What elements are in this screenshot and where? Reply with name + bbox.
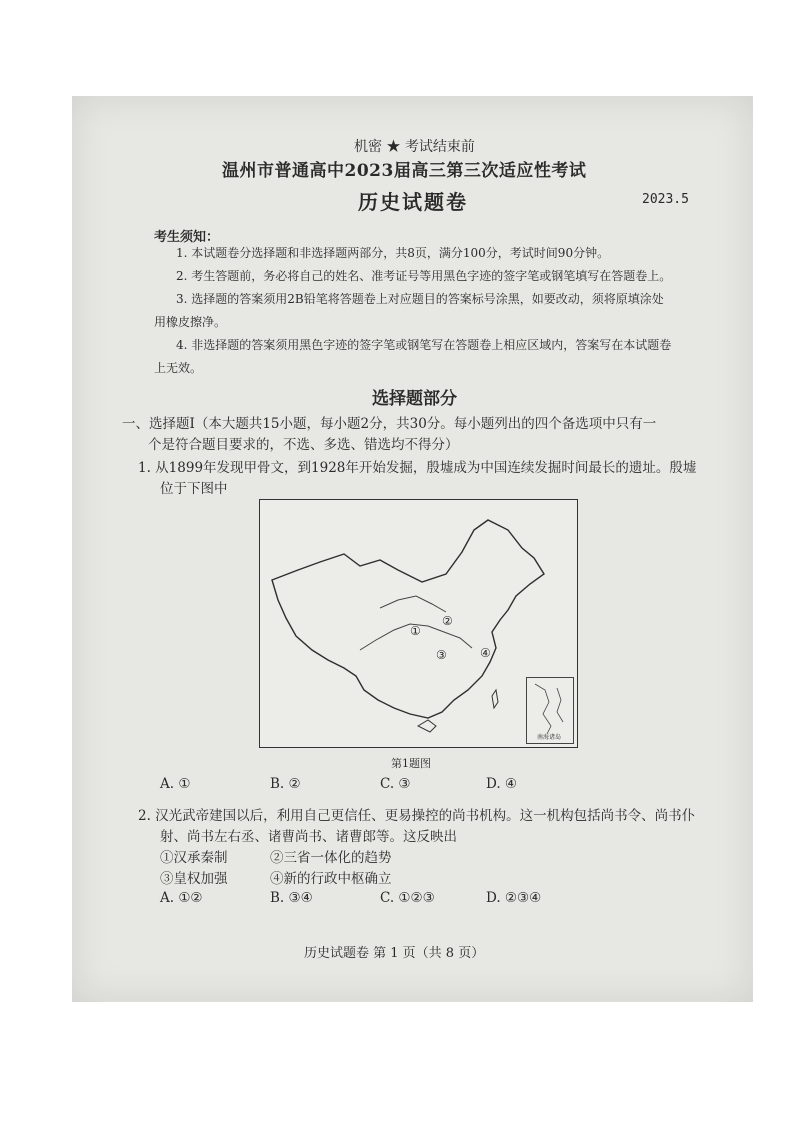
q1-stem-line1: 1. 从1899年发现甲骨文，到1928年开始发掘，殷墟成为中国连续发掘时间最长的遗址。殷墟 [138,460,697,476]
q1-option-d: D. ④ [486,776,518,792]
exam-date: 2023.5 [642,192,689,207]
q1-option-a: A. ① [160,776,191,792]
notice-item-4: 4. 非选择题的答案须用黑色字迹的签字笔或钢笔写在答题卷上相应区域内，答案写在本试题卷 [176,338,672,352]
section-title: 选择题部分 [372,389,457,409]
q2-option-a: A. ①② [160,890,203,906]
map-marker-4: ④ [480,646,491,660]
q2-statement-2: ②三省一体化的趋势 [270,850,392,866]
q2-stem-line1: 2. 汉光武帝建国以后，利用自己更信任、更易操控的尚书机构。这一机构包括尚书令、尚书仆 [138,808,696,824]
china-map [259,499,578,748]
notice-item-1: 1. 本试题卷分选择题和非选择题两部分，共8页，满分100分，考试时间90分钟。 [176,246,610,260]
part-instruction-line2: 个是符合题目要求的，不选、多选、错选均不得分） [148,437,459,453]
notice-item-3-cont: 用橡皮擦净。 [154,315,227,329]
q1-option-c: C. ③ [380,776,411,792]
q2-statement-3: ③皇权加强 [160,871,228,887]
confidential-label: 机密 ★ 考试结束前 [354,139,475,155]
exam-title: 温州市普通高中2023届高三第三次适应性考试 [222,161,587,181]
part-instruction-line1: 一、选择题Ⅰ（本大题共15小题，每小题2分，共30分。每小题列出的四个备选项中只有一 [122,416,657,432]
map-marker-3: ③ [436,648,447,662]
notice-item-4-cont: 上无效。 [154,361,203,375]
map-marker-1: ① [410,624,421,638]
q2-option-b: B. ③④ [270,890,313,906]
notice-item-3: 3. 选择题的答案须用2B铅笔将答题卷上对应题目的答案标号涂黑，如要改动，须将原填涂处 [176,292,664,306]
figure-caption: 第1题图 [391,757,431,770]
q1-stem-line2: 位于下图中 [160,481,228,497]
q2-option-d: D. ②③④ [486,890,542,906]
exam-page [72,96,753,1002]
map-marker-2: ② [442,614,453,628]
notice-item-2: 2. 考生答题前，务必将自己的姓名、准考证号等用黑色字迹的签字笔或钢笔填写在答题卷上。 [176,269,672,283]
south-china-sea-inset [526,677,574,744]
q2-statement-1: ①汉承秦制 [160,850,228,866]
page-footer: 历史试题卷 第 1 页（共 8 页） [304,946,485,961]
notice-heading: 考生须知： [154,230,220,245]
q1-option-b: B. ② [270,776,301,792]
q2-stem-line2: 射、尚书左右丞、诸曹尚书、诸曹郎等。这反映出 [160,829,457,845]
paper-title: 历史试题卷 [358,190,468,214]
inset-label: 南海诸岛 [537,734,562,741]
q2-statement-4: ④新的行政中枢确立 [270,871,392,887]
q2-option-c: C. ①②③ [380,890,435,906]
